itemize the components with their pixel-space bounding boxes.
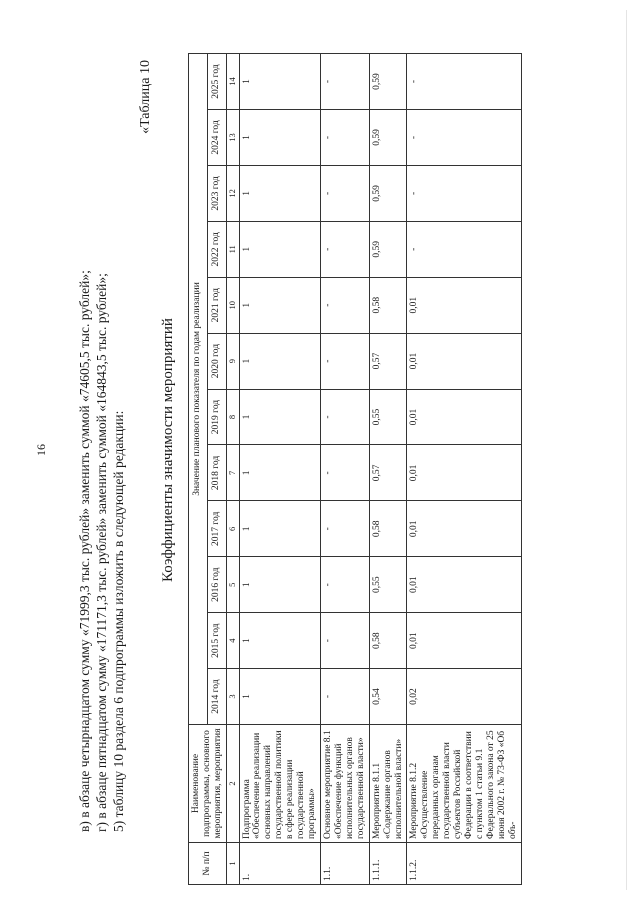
significance-table — [188, 53, 522, 885]
value-cell: 0,58 — [369, 613, 407, 669]
row-number: 1. — [239, 843, 320, 885]
row-number: 1.1. — [320, 843, 369, 885]
value-cell: - — [407, 54, 521, 110]
page-number: 16 — [34, 444, 48, 456]
header-row-1 — [189, 54, 208, 885]
row-name: Мероприятие 8.1.2 «Осуществление переданных органам государственной власти субъектов Российской Федерации в соответствии с пунктом 1 статьи 9.1 Федерального закона от 25 июня 2002 г. № 73-ФЗ «Об объ- — [407, 725, 521, 843]
year-header: 2016 год — [207, 557, 226, 613]
value-cell: 1 — [239, 333, 320, 389]
column-index-cell: 12 — [226, 165, 239, 221]
value-cell: 0,59 — [369, 221, 407, 277]
value-cell: - — [320, 669, 369, 725]
value-cell: 1 — [239, 389, 320, 445]
column-index-cell: 11 — [226, 221, 239, 277]
paragraph-5: 5) таблицу 10 раздела 6 подпрограммы изложить в следующей редакции: — [111, 410, 126, 832]
value-cell: 0,57 — [369, 445, 407, 501]
paragraph-v: в) в абзаце четырнадцатом сумму «71999,3 тыс. рублей» заменить суммой «74605,5 тыс. рублей»; — [77, 270, 92, 832]
value-cell: 0,55 — [369, 389, 407, 445]
row-name: Подпрограмма «Обеспечение реализации основных направлений государственной политики в сфере реализации государственной программы» — [239, 725, 320, 843]
value-cell: 0,59 — [369, 110, 407, 166]
column-index-cell: 5 — [226, 557, 239, 613]
value-cell: 0,54 — [369, 669, 407, 725]
row-name: Мероприятие 8.1.1 «Содержание органов исполнительной власти» — [369, 725, 407, 843]
year-header: 2015 год — [207, 613, 226, 669]
year-header: 2021 год — [207, 277, 226, 333]
value-cell: 0,01 — [407, 613, 521, 669]
row-name: Основное мероприятие 8.1 «Обеспечение функций исполнительных органов государственной власти» — [320, 725, 369, 843]
value-cell: 1 — [239, 501, 320, 557]
table-row — [239, 54, 320, 885]
value-cell: 0,01 — [407, 557, 521, 613]
value-cell: 0,58 — [369, 277, 407, 333]
value-cell: 1 — [239, 165, 320, 221]
year-header: 2019 год — [207, 389, 226, 445]
value-cell: - — [407, 165, 521, 221]
value-cell: 1 — [239, 669, 320, 725]
value-cell: 0,55 — [369, 557, 407, 613]
column-index-cell: 9 — [226, 333, 239, 389]
row-number: 1.1.1. — [369, 843, 407, 885]
header-values: Значение планового показателя по годам реализации — [189, 54, 208, 725]
value-cell: 0,02 — [407, 669, 521, 725]
year-header: 2025 год — [207, 54, 226, 110]
row-number: 1.1.2. — [407, 843, 521, 885]
header-num: № п/п — [189, 843, 227, 885]
column-index-cell: 6 — [226, 501, 239, 557]
column-index-cell: 8 — [226, 389, 239, 445]
year-header: 2024 год — [207, 110, 226, 166]
table-number: «Таблица 10 — [138, 60, 153, 134]
value-cell: - — [320, 110, 369, 166]
table-title: Коэффициенты значимости мероприятий — [160, 318, 176, 582]
column-index-cell: 10 — [226, 277, 239, 333]
year-header: 2022 год — [207, 221, 226, 277]
value-cell: 1 — [239, 613, 320, 669]
table-row — [407, 54, 521, 885]
value-cell: 1 — [239, 557, 320, 613]
rotated-page-content — [18, 10, 626, 890]
value-cell: 0,01 — [407, 333, 521, 389]
value-cell: - — [320, 557, 369, 613]
table-body — [239, 54, 521, 885]
paragraph-g: г) в абзаце пятнадцатом сумму «171171,3 тыс. рублей» заменить суммой «164843,5 тыс. рублей»; — [94, 273, 109, 832]
column-index-cell: 13 — [226, 110, 239, 166]
year-header: 2023 год — [207, 165, 226, 221]
value-cell: - — [320, 389, 369, 445]
header-name: Наименование подпрограммы, основного мероприятия, мероприятия — [189, 725, 227, 843]
value-cell: - — [407, 221, 521, 277]
year-header: 2017 год — [207, 501, 226, 557]
value-cell: - — [320, 501, 369, 557]
value-cell: 0,57 — [369, 333, 407, 389]
value-cell: 0,01 — [407, 445, 521, 501]
value-cell: 0,01 — [407, 389, 521, 445]
value-cell: - — [407, 110, 521, 166]
value-cell: - — [320, 277, 369, 333]
value-cell: 0,01 — [407, 501, 521, 557]
column-index-cell: 1 — [226, 843, 239, 885]
value-cell: 0,01 — [407, 277, 521, 333]
value-cell: 1 — [239, 221, 320, 277]
value-cell: - — [320, 445, 369, 501]
value-cell: 0,59 — [369, 54, 407, 110]
value-cell: - — [320, 333, 369, 389]
value-cell: 1 — [239, 277, 320, 333]
value-cell: 0,59 — [369, 165, 407, 221]
value-cell: 1 — [239, 54, 320, 110]
table-row — [369, 54, 407, 885]
year-header: 2020 год — [207, 333, 226, 389]
column-index-row — [226, 54, 239, 885]
value-cell: - — [320, 613, 369, 669]
value-cell: - — [320, 165, 369, 221]
year-header: 2018 год — [207, 445, 226, 501]
year-header: 2014 год — [207, 669, 226, 725]
value-cell: 1 — [239, 445, 320, 501]
column-index-cell: 3 — [226, 669, 239, 725]
table-row — [320, 54, 369, 885]
value-cell: - — [320, 221, 369, 277]
value-cell: 0,58 — [369, 501, 407, 557]
column-index-cell: 4 — [226, 613, 239, 669]
column-index-cell: 7 — [226, 445, 239, 501]
value-cell: - — [320, 54, 369, 110]
column-index-cell: 14 — [226, 54, 239, 110]
column-index-cell: 2 — [226, 725, 239, 843]
value-cell: 1 — [239, 110, 320, 166]
